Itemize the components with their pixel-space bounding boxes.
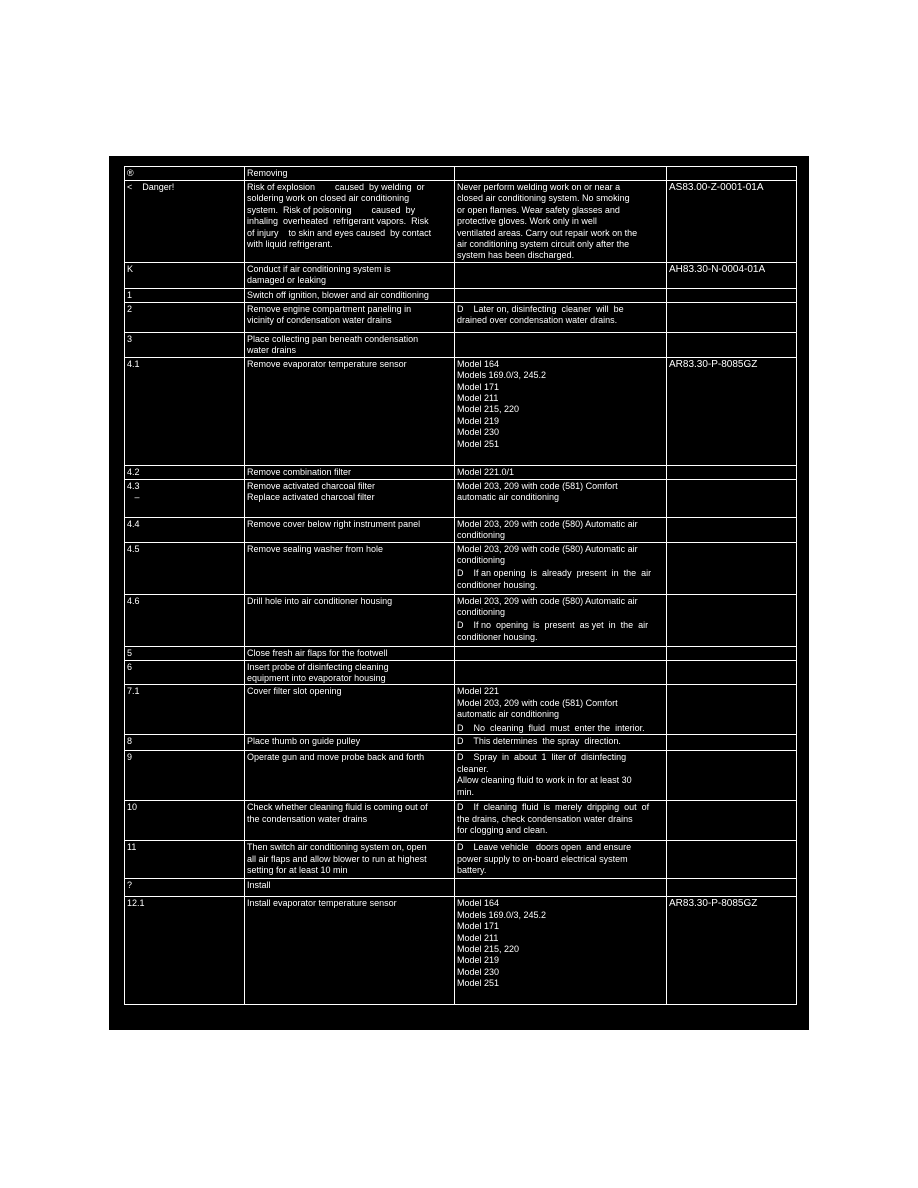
text-line: Model 203, 209 with code (581) Comfort <box>457 480 618 491</box>
text-line: conditioner housing. <box>457 579 538 590</box>
text-line: Model 211 <box>457 932 499 943</box>
text-line: Model 251 <box>457 978 500 989</box>
text-line: Model 215, 220 <box>457 944 520 955</box>
text-line: Risk of explosion caused by welding or <box>247 182 425 192</box>
text-line: system has been discharged. <box>457 250 575 261</box>
action-cell <box>245 879 455 897</box>
reference-cell <box>667 465 797 479</box>
reference-cell <box>667 801 797 841</box>
step-number: 5 <box>127 647 133 658</box>
table-row <box>125 801 797 841</box>
reference-cell <box>667 646 797 660</box>
notes-cell <box>455 841 667 879</box>
step-cell <box>125 167 245 181</box>
table-row <box>125 167 797 181</box>
text-line: automatic air conditioning <box>457 492 560 503</box>
text-line: power supply to on-board electrical system <box>457 853 628 864</box>
text-line: Model 219 <box>457 415 500 426</box>
notes-cell <box>455 735 667 751</box>
table-row <box>125 465 797 479</box>
text-line: Remove engine compartment paneling in <box>247 304 412 314</box>
text-line: for clogging and clean. <box>457 825 548 836</box>
action-cell <box>245 303 455 333</box>
text-line: system. Risk of poisoning caused by <box>247 204 416 215</box>
reference-cell <box>667 542 797 594</box>
table-row <box>125 357 797 465</box>
text-line: soldering work on closed air conditioning <box>247 193 410 204</box>
reference-code: AH83.30-N-0004-01A <box>669 264 766 275</box>
table-row <box>125 303 797 333</box>
action-cell <box>245 465 455 479</box>
text-line: ventilated areas. Carry out repair work on the <box>457 227 638 238</box>
step-cell <box>125 879 245 897</box>
step-number: 12.1 <box>127 898 145 909</box>
text-line: Check whether cleaning fluid is coming out of <box>247 802 428 813</box>
action-cell <box>245 289 455 303</box>
step-cell <box>125 517 245 542</box>
action-cell <box>245 263 455 289</box>
text-line: Removing <box>247 168 288 178</box>
step-number: 6 <box>127 661 133 672</box>
text-line: the drains, check condensation water drains <box>457 813 633 824</box>
notes-cell <box>455 263 667 289</box>
notes-cell <box>455 181 667 263</box>
action-cell <box>245 357 455 465</box>
text-line: D No cleaning fluid must enter the interior. <box>457 722 645 733</box>
text-line: of injury to skin and eyes caused by contact <box>247 227 432 238</box>
text-line: Models 169.0/3, 245.2 <box>457 370 547 381</box>
document-page <box>109 156 809 1030</box>
text-line: the condensation water drains <box>247 813 368 824</box>
text-line: damaged or leaking <box>247 275 327 286</box>
notes-cell <box>455 303 667 333</box>
table-row <box>125 660 797 685</box>
text-line: D If cleaning fluid is merely dripping out of <box>457 802 650 813</box>
text-line: Model 221.0/1 <box>457 466 515 477</box>
text-line: Model 219 <box>457 955 500 966</box>
text-line: Remove combination filter <box>247 466 352 477</box>
table-row <box>125 879 797 897</box>
step-cell <box>125 660 245 685</box>
text-line: Remove activated charcoal filter <box>247 480 376 491</box>
text-line: conditioning <box>457 607 506 618</box>
text-line: Model 164 <box>457 898 500 909</box>
step-cell <box>125 465 245 479</box>
action-cell <box>245 594 455 646</box>
action-cell <box>245 897 455 1005</box>
reference-code: AS83.00-Z-0001-01A <box>669 182 764 193</box>
action-cell <box>245 646 455 660</box>
reference-code: AR83.30-P-8085GZ <box>669 898 758 910</box>
text-line: min. <box>457 786 475 797</box>
reference-cell <box>667 357 797 465</box>
text-line: D Leave vehicle doors open and ensure <box>457 842 632 853</box>
notes-cell <box>455 594 667 646</box>
table-row <box>125 751 797 801</box>
table-row <box>125 181 797 263</box>
reference-code: AR83.30-P-8085GZ <box>669 358 758 370</box>
step-number: 10 <box>127 802 138 813</box>
reference-cell <box>667 181 797 263</box>
text-line: water drains <box>247 345 297 356</box>
step-cell <box>125 801 245 841</box>
text-line: Install <box>247 880 271 891</box>
notes-cell <box>455 479 667 517</box>
text-line: conditioning <box>457 530 506 541</box>
notes-cell <box>455 897 667 1005</box>
text-line: Operate gun and move probe back and forth <box>247 752 425 763</box>
step-cell <box>125 646 245 660</box>
step-number: 9 <box>127 752 133 763</box>
text-line: D This determines the spray direction. <box>457 736 621 747</box>
step-number: K <box>127 264 134 274</box>
step-cell <box>125 685 245 735</box>
text-line: Model 203, 209 with code (580) Automatic air <box>457 595 638 606</box>
text-line: D If no opening is present as yet in the air <box>457 620 649 631</box>
action-cell <box>245 841 455 879</box>
step-number: 7.1 <box>127 686 140 697</box>
table-row <box>125 479 797 517</box>
text-line: or open flames. Wear safety glasses and <box>457 204 620 215</box>
notes-cell <box>455 167 667 181</box>
table-row <box>125 685 797 735</box>
text-line: conditioner housing. <box>457 631 538 642</box>
action-cell <box>245 542 455 594</box>
reference-cell <box>667 333 797 358</box>
step-number: 4.6 <box>127 595 140 606</box>
text-line: Model 203, 209 with code (580) Automatic air <box>457 518 638 529</box>
procedure-table <box>124 166 797 1005</box>
text-line: Allow cleaning fluid to work in for at least 30 <box>457 775 632 786</box>
notes-cell <box>455 879 667 897</box>
reference-cell <box>667 167 797 181</box>
table-row <box>125 594 797 646</box>
reference-cell <box>667 897 797 1005</box>
text-line: Cover filter slot opening <box>247 686 342 697</box>
text-line: Install evaporator temperature sensor <box>247 898 397 909</box>
action-cell <box>245 479 455 517</box>
text-line: Model 171 <box>457 381 500 392</box>
table-row <box>125 897 797 1005</box>
text-line: Model 230 <box>457 427 500 438</box>
reference-cell <box>667 289 797 303</box>
text-line: Insert probe of disinfecting cleaning <box>247 661 389 672</box>
step-number: ? <box>127 880 133 891</box>
text-line: cleaner. <box>457 763 489 774</box>
text-line: setting for at least 10 min <box>247 865 348 876</box>
text-line: D Spray in about 1 liter of disinfecting <box>457 752 627 763</box>
text-line: equipment into evaporator housing <box>247 673 386 684</box>
step-cell <box>125 289 245 303</box>
table-row <box>125 289 797 303</box>
step-cell <box>125 542 245 594</box>
reference-cell <box>667 660 797 685</box>
reference-cell <box>667 879 797 897</box>
action-cell <box>245 167 455 181</box>
table-row <box>125 542 797 594</box>
text-line: Model 164 <box>457 358 500 369</box>
reference-cell <box>667 735 797 751</box>
step-cell <box>125 303 245 333</box>
reference-cell <box>667 594 797 646</box>
text-line: closed air conditioning system. No smoking <box>457 193 630 204</box>
table-row <box>125 263 797 289</box>
text-line: Model 215, 220 <box>457 404 520 415</box>
step-number: 4.5 <box>127 543 140 554</box>
step-cell <box>125 181 245 263</box>
step-cell <box>125 479 245 517</box>
action-cell <box>245 801 455 841</box>
step-number: 3 <box>127 334 133 344</box>
action-cell <box>245 181 455 263</box>
text-line: inhaling overheated refrigerant vapors. Risk <box>247 216 429 227</box>
step-number: 4.4 <box>127 518 140 529</box>
text-line: Remove evaporator temperature sensor <box>247 358 407 369</box>
table-row <box>125 333 797 358</box>
notes-cell <box>455 517 667 542</box>
step-cell <box>125 357 245 465</box>
table-row <box>125 646 797 660</box>
text-line: battery. <box>457 865 487 876</box>
text-line: Model 203, 209 with code (580) Automatic air <box>457 543 638 554</box>
text-line: Switch off ignition, blower and air conditioning <box>247 290 429 300</box>
text-line: protective gloves. Work only in well <box>457 216 597 227</box>
step-cell <box>125 751 245 801</box>
notes-cell <box>455 685 667 735</box>
step-cell <box>125 594 245 646</box>
notes-cell <box>455 660 667 685</box>
text-line: Model 230 <box>457 966 500 977</box>
notes-cell <box>455 801 667 841</box>
step-number: 4.3 <box>127 480 140 491</box>
text-line: Then switch air conditioning system on, open <box>247 842 427 853</box>
table-row <box>125 735 797 751</box>
step-number: 4.1 <box>127 358 140 369</box>
text-line: Close fresh air flaps for the footwell <box>247 647 388 658</box>
text-line: all air flaps and allow blower to run at highest <box>247 853 427 864</box>
step-cell <box>125 841 245 879</box>
step-number: 2 <box>127 304 133 314</box>
text-line: Model 221 <box>457 686 500 697</box>
step-number: 11 <box>127 842 137 853</box>
action-cell <box>245 751 455 801</box>
action-cell <box>245 685 455 735</box>
reference-cell <box>667 751 797 801</box>
step-number: < Danger! <box>127 182 175 192</box>
action-cell <box>245 517 455 542</box>
step-cell <box>125 897 245 1005</box>
text-line: conditioning <box>457 555 506 566</box>
text-line: automatic air conditioning <box>457 709 560 720</box>
text-line: Drill hole into air conditioner housing <box>247 595 393 606</box>
notes-cell <box>455 465 667 479</box>
step-number: ® <box>127 168 134 178</box>
text-line: Model 251 <box>457 438 500 449</box>
reference-cell <box>667 841 797 879</box>
step-cell <box>125 333 245 358</box>
reference-cell <box>667 685 797 735</box>
reference-cell <box>667 303 797 333</box>
reference-cell <box>667 517 797 542</box>
procedure-table-body <box>125 167 797 1005</box>
step-number: 4.2 <box>127 466 140 477</box>
text-line: Conduct if air conditioning system is <box>247 264 391 274</box>
notes-cell <box>455 333 667 358</box>
step-number: 8 <box>127 736 133 747</box>
text-line: Remove sealing washer from hole <box>247 543 384 554</box>
table-row <box>125 517 797 542</box>
text-line: Remove cover below right instrument panel <box>247 518 421 529</box>
text-line: Model 203, 209 with code (581) Comfort <box>457 697 618 708</box>
text-line: drained over condensation water drains. <box>457 315 618 326</box>
text-line: D Later on, disinfecting cleaner will be <box>457 304 624 314</box>
notes-cell <box>455 542 667 594</box>
text-line: Never perform welding work on or near a <box>457 182 621 192</box>
notes-cell <box>455 357 667 465</box>
step-number: 1 <box>127 290 133 300</box>
reference-cell <box>667 263 797 289</box>
notes-cell <box>455 751 667 801</box>
step-cell <box>125 263 245 289</box>
text-line: Place thumb on guide pulley <box>247 736 361 747</box>
step-cell <box>125 735 245 751</box>
action-cell <box>245 735 455 751</box>
table-row <box>125 841 797 879</box>
text-line: Replace activated charcoal filter <box>247 492 375 503</box>
notes-cell <box>455 289 667 303</box>
notes-cell <box>455 646 667 660</box>
text-line: D If an opening is already present in the air <box>457 568 652 579</box>
text-line: Models 169.0/3, 245.2 <box>457 909 547 920</box>
action-cell <box>245 660 455 685</box>
reference-cell <box>667 479 797 517</box>
text-line: vicinity of condensation water drains <box>247 315 392 326</box>
text-line: with liquid refrigerant. <box>247 239 333 250</box>
text-line: Model 211 <box>457 393 499 404</box>
text-line: air conditioning system circuit only after the <box>457 239 630 250</box>
step-substep: – <box>127 492 140 503</box>
text-line: Place collecting pan beneath condensation <box>247 334 419 344</box>
text-line: Model 171 <box>457 921 500 932</box>
action-cell <box>245 333 455 358</box>
